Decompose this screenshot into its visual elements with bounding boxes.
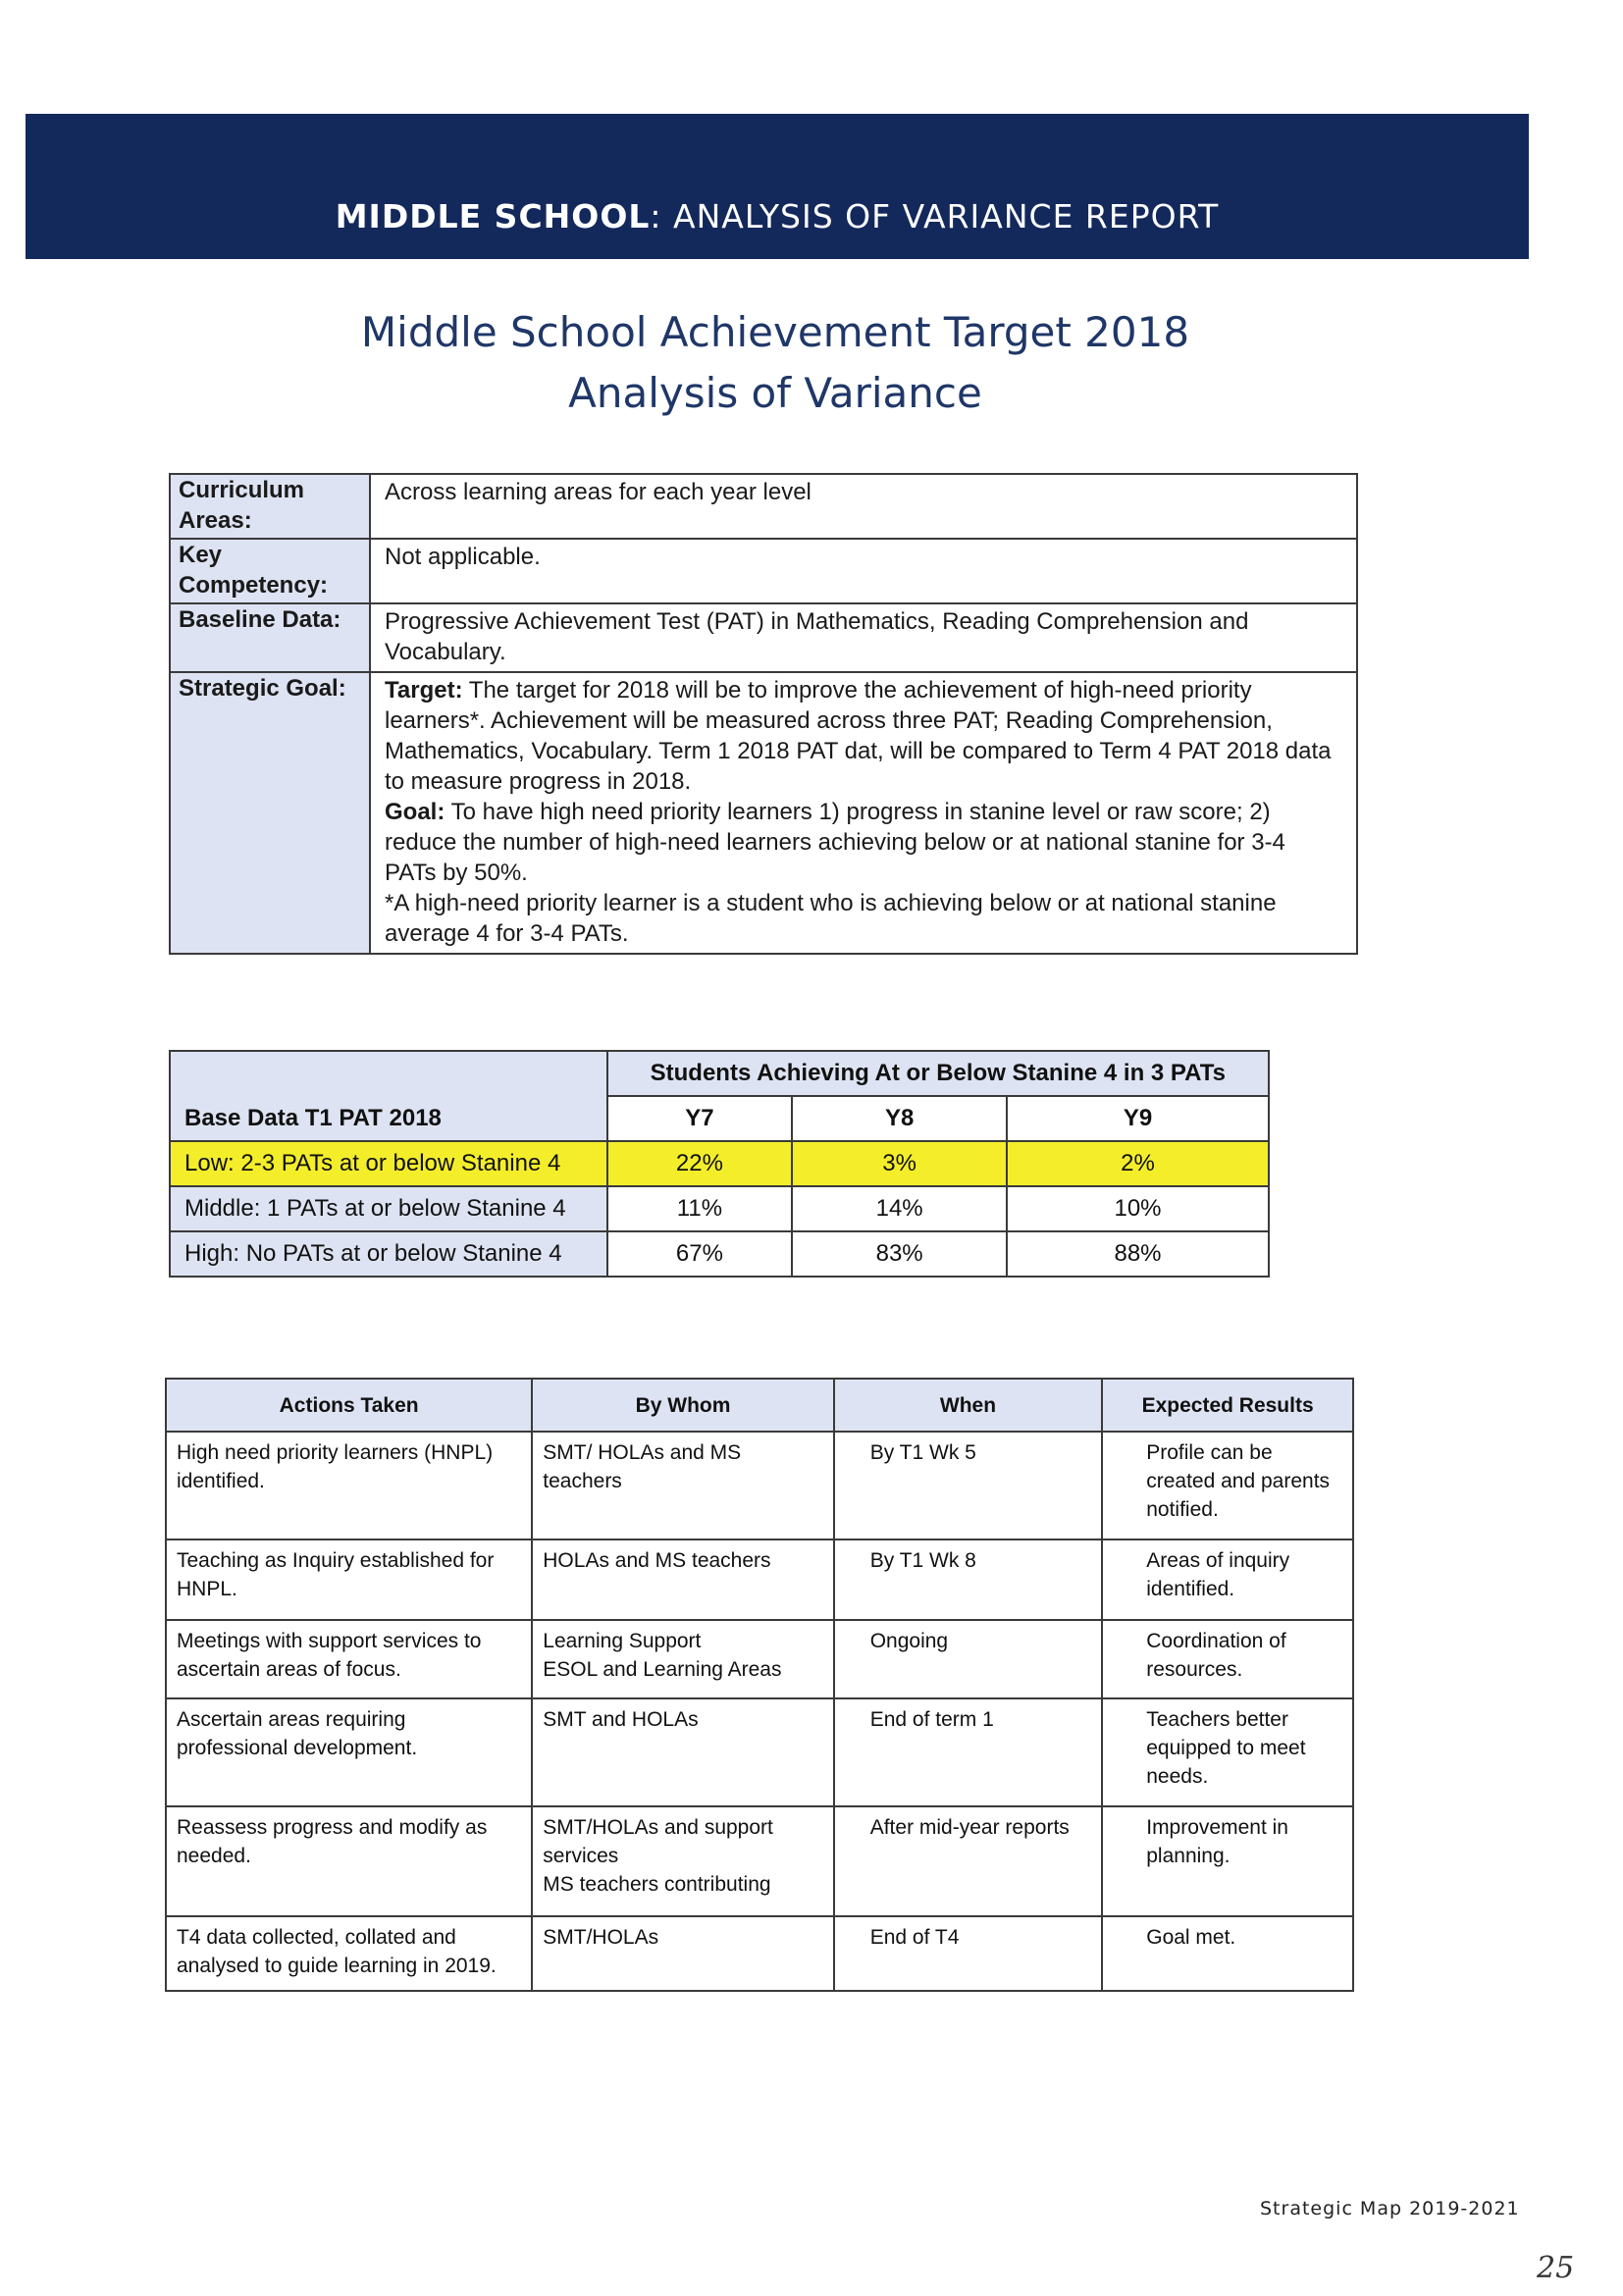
result-line: Profile can be (1146, 1441, 1273, 1464)
action-cell: Meetings with support services to ascertain areas of focus. (166, 1620, 532, 1698)
when-cell: End of term 1 (834, 1698, 1103, 1806)
result-cell (1102, 1432, 1353, 1539)
stanine-group-header: Students Achieving At or Below Stanine 4 in 3 PATs (607, 1051, 1269, 1096)
footer-text: Strategic Map 2019-2021 (1260, 2198, 1520, 2219)
result-line: needs. (1146, 1765, 1209, 1788)
stanine-cell: 2% (1007, 1141, 1269, 1186)
who-line: SMT/HOLAs and support (543, 1816, 773, 1839)
actions-row (166, 1539, 1353, 1620)
actions-header: By Whom (532, 1379, 833, 1432)
who-line: Learning Support (543, 1630, 702, 1652)
actions-header: When (834, 1379, 1103, 1432)
target-text: The target for 2018 will be to improve the achievement of high-need priority learners*. Achievement will be measured across three PAT; Reading Comprehension, Mathematics, Vocabulary. Term 1 2018 PAT dat, will be compared to Term 4 PAT 2018 data to measure progress in 2018. (385, 677, 1332, 795)
result-line: Goal met. (1146, 1926, 1236, 1949)
stanine-year-row (170, 1096, 1269, 1141)
result-line: planning. (1146, 1845, 1230, 1867)
stanine-table (169, 1050, 1270, 1278)
baseline-label: Baseline Data: (170, 603, 370, 672)
stanine-cell: 22% (607, 1141, 793, 1186)
info-row-baseline (170, 603, 1357, 672)
stanine-cell: 10% (1007, 1186, 1269, 1231)
banner-title-rest: : ANALYSIS OF VARIANCE REPORT (650, 197, 1220, 235)
actions-table (165, 1378, 1354, 1992)
stanine-group-header-row (170, 1051, 1269, 1096)
result-cell (1102, 1916, 1353, 1991)
stanine-cell: 67% (607, 1231, 793, 1277)
when-cell: After mid-year reports (834, 1806, 1103, 1916)
info-row-goal (170, 672, 1357, 954)
stanine-row-label: Middle: 1 PATs at or below Stanine 4 (170, 1186, 607, 1231)
baseline-value: Progressive Achievement Test (PAT) in Mathematics, Reading Comprehension and Vocabulary. (370, 603, 1357, 672)
who-line: SMT/HOLAs (543, 1926, 659, 1949)
banner-title-bold: MIDDLE SCHOOL (335, 197, 651, 235)
action-cell: T4 data collected, collated and analysed to guide learning in 2019. (166, 1916, 532, 1991)
who-cell (532, 1620, 833, 1698)
goal-value (370, 672, 1357, 954)
banner-title (26, 197, 1529, 235)
stanine-cell: 83% (792, 1231, 1007, 1277)
result-line: Improvement in (1146, 1816, 1288, 1839)
result-cell (1102, 1806, 1353, 1916)
action-cell: High need priority learners (HNPL) identified. (166, 1432, 532, 1539)
actions-row (166, 1432, 1353, 1539)
curriculum-label: Curriculum Areas: (170, 474, 370, 539)
who-line: ESOL and Learning Areas (543, 1658, 782, 1681)
page-subtitle: Analysis of Variance (568, 369, 982, 417)
stanine-cell: 14% (792, 1186, 1007, 1231)
who-line: teachers (543, 1470, 622, 1492)
actions-row (166, 1620, 1353, 1698)
actions-row (166, 1916, 1353, 1991)
result-cell (1102, 1698, 1353, 1806)
info-row-competency (170, 539, 1357, 603)
target-label: Target: (385, 677, 463, 704)
actions-row (166, 1698, 1353, 1806)
who-line: SMT/ HOLAs and MS (543, 1441, 742, 1464)
result-line: created and parents (1146, 1470, 1331, 1492)
who-cell (532, 1432, 833, 1539)
year-header: Y7 (607, 1096, 793, 1141)
actions-row (166, 1806, 1353, 1916)
info-row-curriculum (170, 474, 1357, 539)
stanine-cell: 11% (607, 1186, 793, 1231)
target-info-table (169, 473, 1358, 955)
result-line: Teachers better (1146, 1708, 1288, 1731)
stanine-cell: 3% (792, 1141, 1007, 1186)
who-line: SMT and HOLAs (543, 1708, 699, 1731)
when-cell: By T1 Wk 5 (834, 1432, 1103, 1539)
action-cell: Teaching as Inquiry established for HNPL. (166, 1539, 532, 1620)
page-number: 25 (1537, 2251, 1575, 2285)
actions-header: Actions Taken (166, 1379, 532, 1432)
result-cell (1102, 1539, 1353, 1620)
footnote: *A high-need priority learner is a student who is achieving below or at national stanine average 4 for 3-4 PATs. (385, 890, 1277, 947)
result-line: Areas of inquiry (1146, 1549, 1290, 1572)
competency-label: Key Competency: (170, 539, 370, 603)
stanine-cell: 88% (1007, 1231, 1269, 1277)
target-paragraph (385, 675, 1342, 797)
when-cell: By T1 Wk 8 (834, 1539, 1103, 1620)
goal-text: To have high need priority learners 1) progress in stanine level or raw score; 2) reduce the number of high-need learners achieving below or at national stanine for 3-4 PATs by 50%. (385, 799, 1285, 886)
action-cell: Reassess progress and modify as needed. (166, 1806, 532, 1916)
stanine-corner (170, 1051, 607, 1096)
result-line: resources. (1146, 1658, 1243, 1681)
who-cell (532, 1916, 833, 1991)
actions-header-row (166, 1379, 1353, 1432)
header-banner (26, 114, 1529, 259)
who-cell (532, 1539, 833, 1620)
stanine-row-low (170, 1141, 1269, 1186)
stanine-row-high (170, 1231, 1269, 1277)
who-line: services (543, 1845, 619, 1867)
stanine-row-label: High: No PATs at or below Stanine 4 (170, 1231, 607, 1277)
actions-header: Expected Results (1102, 1379, 1353, 1432)
result-cell (1102, 1620, 1353, 1698)
competency-value: Not applicable. (370, 539, 1357, 603)
goal-paragraph (385, 797, 1342, 888)
page-title: Middle School Achievement Target 2018 (360, 308, 1190, 356)
when-cell: End of T4 (834, 1916, 1103, 1991)
when-cell: Ongoing (834, 1620, 1103, 1698)
result-line: equipped to meet (1146, 1737, 1306, 1759)
who-cell (532, 1806, 833, 1916)
stanine-row-middle (170, 1186, 1269, 1231)
goal-word: Goal: (385, 799, 445, 825)
who-line: HOLAs and MS teachers (543, 1549, 771, 1572)
result-line: Coordination of (1146, 1630, 1286, 1652)
action-cell: Ascertain areas requiring professional development. (166, 1698, 532, 1806)
who-cell (532, 1698, 833, 1806)
result-line: notified. (1146, 1498, 1219, 1521)
curriculum-value: Across learning areas for each year level (370, 474, 1357, 539)
year-header: Y8 (792, 1096, 1007, 1141)
year-header: Y9 (1007, 1096, 1269, 1141)
base-data-header: Base Data T1 PAT 2018 (170, 1096, 607, 1141)
stanine-row-label: Low: 2-3 PATs at or below Stanine 4 (170, 1141, 607, 1186)
goal-label: Strategic Goal: (170, 672, 370, 954)
who-line: MS teachers contributing (543, 1873, 771, 1896)
result-line: identified. (1146, 1578, 1235, 1600)
